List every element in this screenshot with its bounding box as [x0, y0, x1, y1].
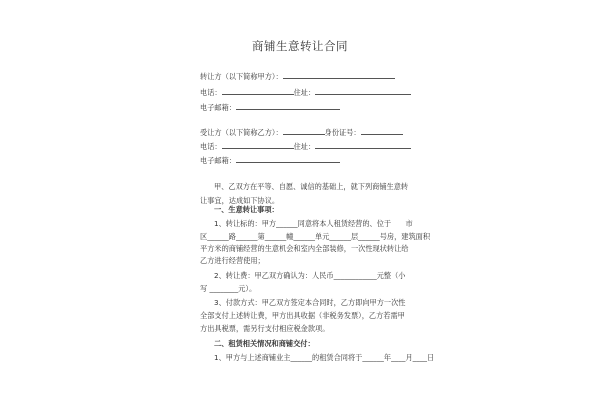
s1-item1-line-3: 平方米的商铺经营的生意机会和室内全部装修，一次性现状转让给 — [200, 244, 409, 253]
s1-item2-line-1: 2、转让费：甲乙双方确认为：人民币____________元整（小 — [214, 271, 406, 280]
transferor-email-label: 电子邮箱： — [200, 103, 236, 112]
transferor-line — [200, 70, 395, 81]
transferor-phone-blank[interactable] — [222, 86, 294, 95]
transferee-phone-line — [200, 140, 411, 151]
s1-item3-line-3: 方出具税票，需另行支付相应税金款项。 — [200, 324, 330, 333]
transferee-address-label: 住址： — [293, 142, 316, 151]
transferor-name-blank[interactable] — [283, 70, 395, 79]
section-2-heading: 二、租赁相关情况和商铺交付： — [214, 339, 315, 348]
s1-item1-line-2: 区______路______第______幢______单元______层______号房，建筑面积 — [200, 232, 431, 241]
transferor-address-blank[interactable] — [315, 86, 411, 95]
transferor-phone-label: 电话： — [200, 88, 222, 97]
transferee-email-line — [200, 154, 340, 165]
s1-item2-line-2: 写 ________元）。 — [200, 284, 257, 293]
intro-line-2: 让事宜，达成如下协议。 — [200, 196, 280, 205]
transferee-id-label: 身份证号： — [324, 128, 361, 137]
transferee-email-label: 电子邮箱： — [200, 156, 236, 165]
transferee-phone-label: 电话： — [200, 142, 222, 151]
transferee-id-blank[interactable] — [361, 126, 403, 135]
intro-line-1: 甲、乙双方在平等、自愿、诚信的基础上，就下列商铺生意转 — [214, 182, 409, 191]
transferee-line — [200, 126, 403, 137]
transferor-label: 转让方（以下简称甲方）： — [200, 72, 283, 81]
transferee-email-blank[interactable] — [236, 154, 340, 163]
section-1-heading: 一、生意转让事项： — [214, 205, 279, 214]
s1-item1-line-4: 乙方进行经营使用； — [200, 256, 265, 265]
transferor-email-line — [200, 101, 340, 112]
transferee-name-blank[interactable] — [283, 126, 325, 135]
s1-item3-line-2: 全部支付上述转让费，甲方出具收据（非税务发票），乙方若需甲 — [200, 311, 405, 320]
s1-item3-line-1: 3、付款方式：甲乙双方签定本合同时，乙方即向甲方一次性 — [214, 298, 406, 307]
transferor-email-blank[interactable] — [236, 101, 340, 110]
transferee-label: 受让方（以下简称乙方）： — [200, 128, 283, 137]
s1-item1-line-1: 1、转让标的：甲方______同意将本人租赁经营的、位于 市 — [214, 219, 413, 228]
transferee-address-blank[interactable] — [315, 140, 411, 149]
transferor-phone-line — [200, 86, 411, 97]
s2-item1-line-1: 1、甲方与上述商铺业主______的租赁合同将于______年____月____日 — [214, 353, 435, 362]
transferee-phone-blank[interactable] — [222, 140, 294, 149]
document-title: 商铺生意转让合同 — [252, 39, 348, 53]
transferor-address-label: 住址： — [293, 88, 316, 97]
